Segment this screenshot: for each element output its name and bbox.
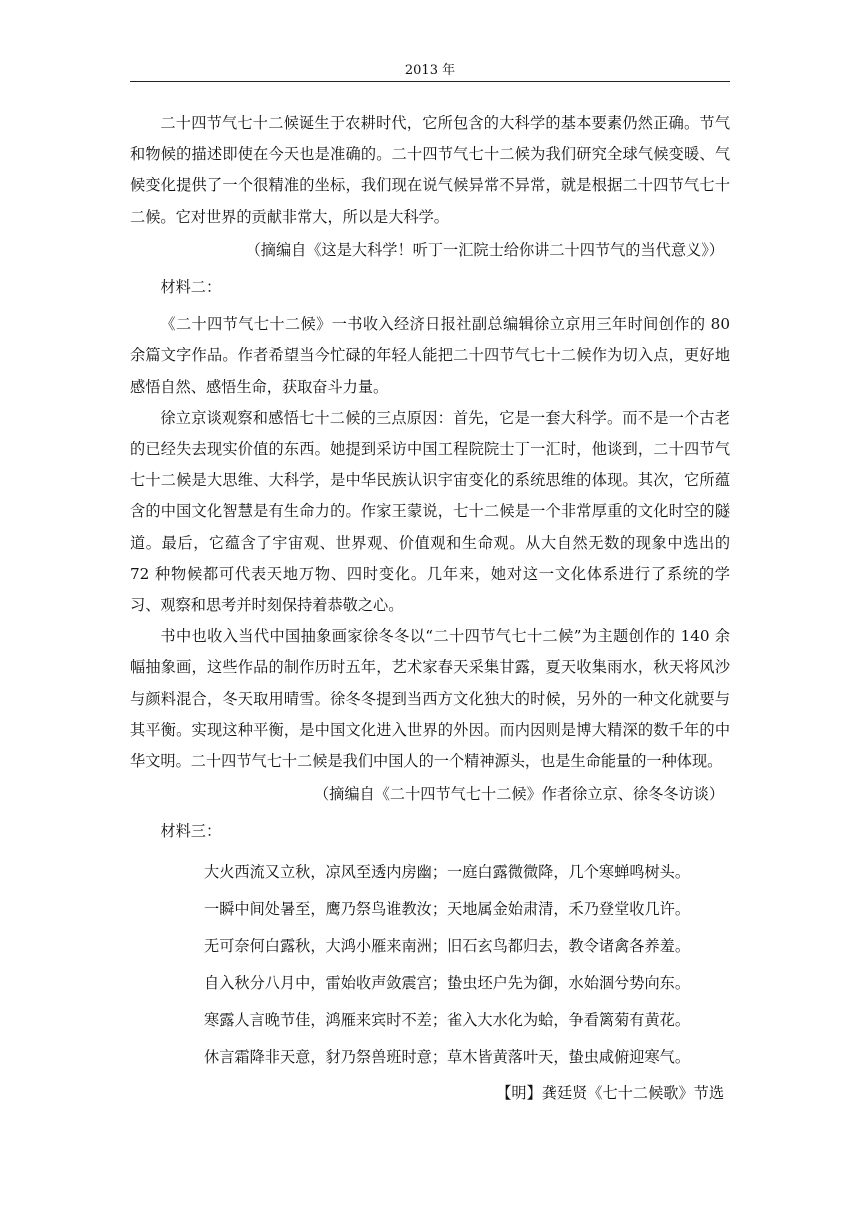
- poem-line: 一瞬中间处暑至，鹰乃祭鸟谁教汝；天地属金始肃清，禾乃登堂收几许。: [204, 899, 690, 918]
- poem-line: 寒露人言晚节佳，鸿雁来宾时不差；雀入大水化为蛤，争看篱菊有黄花。: [204, 1010, 690, 1029]
- poem-line: 自入秋分八月中，雷始收声敛震宫；蛰虫坯户先为御，水始涸兮势向东。: [204, 973, 690, 992]
- poem-line: 无可奈何白露秋，大鸿小雁来南洲；旧石玄鸟都归去，教令诸禽各养羞。: [204, 936, 690, 955]
- material1-paragraph: 二十四节气七十二候诞生于农耕时代，它所包含的大科学的基本要素仍然正确。节气和物候的描述即使在今天也是准确的。二十四节气七十二候为我们研究全球气候变暖、气候变化提供了一个很精准的坐标，我们现在说气候异常不异常，就是根据二十四节气七十二候。它对世界的贡献非常大，所以是大科学。: [130, 114, 730, 226]
- poem: [130, 854, 730, 1076]
- material3-source: 【明】龚廷贤《七十二候歌》节选: [496, 1083, 724, 1102]
- page-header-year: 2013 年: [404, 63, 456, 78]
- poem-line: 休言霜降非天意，豺乃祭兽班时意；草木皆黄落叶天，蛰虫咸俯迎寒气。: [204, 1047, 690, 1066]
- poem-line: 大火西流又立秋，凉风至透内房幽；一庭白露微微降，几个寒蝉鸣树头。: [204, 862, 690, 881]
- header-divider: [130, 81, 730, 82]
- material2-heading: 材料二：: [160, 278, 222, 297]
- material3-heading: 材料三：: [160, 822, 222, 841]
- material1-source: （摘编自《这是大科学！听丁一汇院士给你讲二十四节气的当代意义》）: [245, 240, 724, 259]
- material2-paragraph-1: 《二十四节气七十二候》一书收入经济日报社副总编辑徐立京用三年时间创作的 80 余篇文字作品。作者希望当今忙碌的年轻人能把二十四节气七十二候作为切入点，更好地感悟自然、感悟生命，获取奋斗力量。: [130, 315, 730, 396]
- document-body: [130, 108, 730, 1109]
- material2-source: （摘编自《二十四节气七十二候》作者徐立京、徐冬冬访谈）: [313, 785, 724, 804]
- material2-paragraph-3: 书中也收入当代中国抽象画家徐冬冬以“二十四节气七十二候”为主题创作的 140 余幅抽象画，这些作品的制作历时五年，艺术家春天采集甘露，夏天收集雨水，秋天将风沙与颜料混合，冬天取用晴雪。徐冬冬提到当西方文化独大的时候，另外的一种文化就要与其平衡。实现这种平衡，是中国文化进入世界的外因。而内因则是博大精深的数千年的中华文明。二十四节气七十二候是我们中国人的一个精神源头，也是生命能量的一种体现。: [130, 627, 730, 771]
- material2-paragraph-2: 徐立京谈观察和感悟七十二候的三点原因：首先，它是一套大科学。而不是一个古老的已经失去现实价值的东西。她提到采访中国工程院院士丁一汇时，他谈到，二十四节气七十二候是大思维、大科学，是中华民族认识宇宙变化的系统思维的体现。其次，它所蕴含的中国文化智慧是有生命力的。作家王蒙说，七十二候是一个非常厚重的文化时空的隧道。最后，它蕴含了宇宙观、世界观、价值观和生命观。从大自然无数的现象中选出的 72 种物候都可代表天地万物、四时变化。几年来，她对这一文化体系进行了系统的学习、观察和思考并时刻保持着恭敬之心。: [130, 408, 730, 615]
